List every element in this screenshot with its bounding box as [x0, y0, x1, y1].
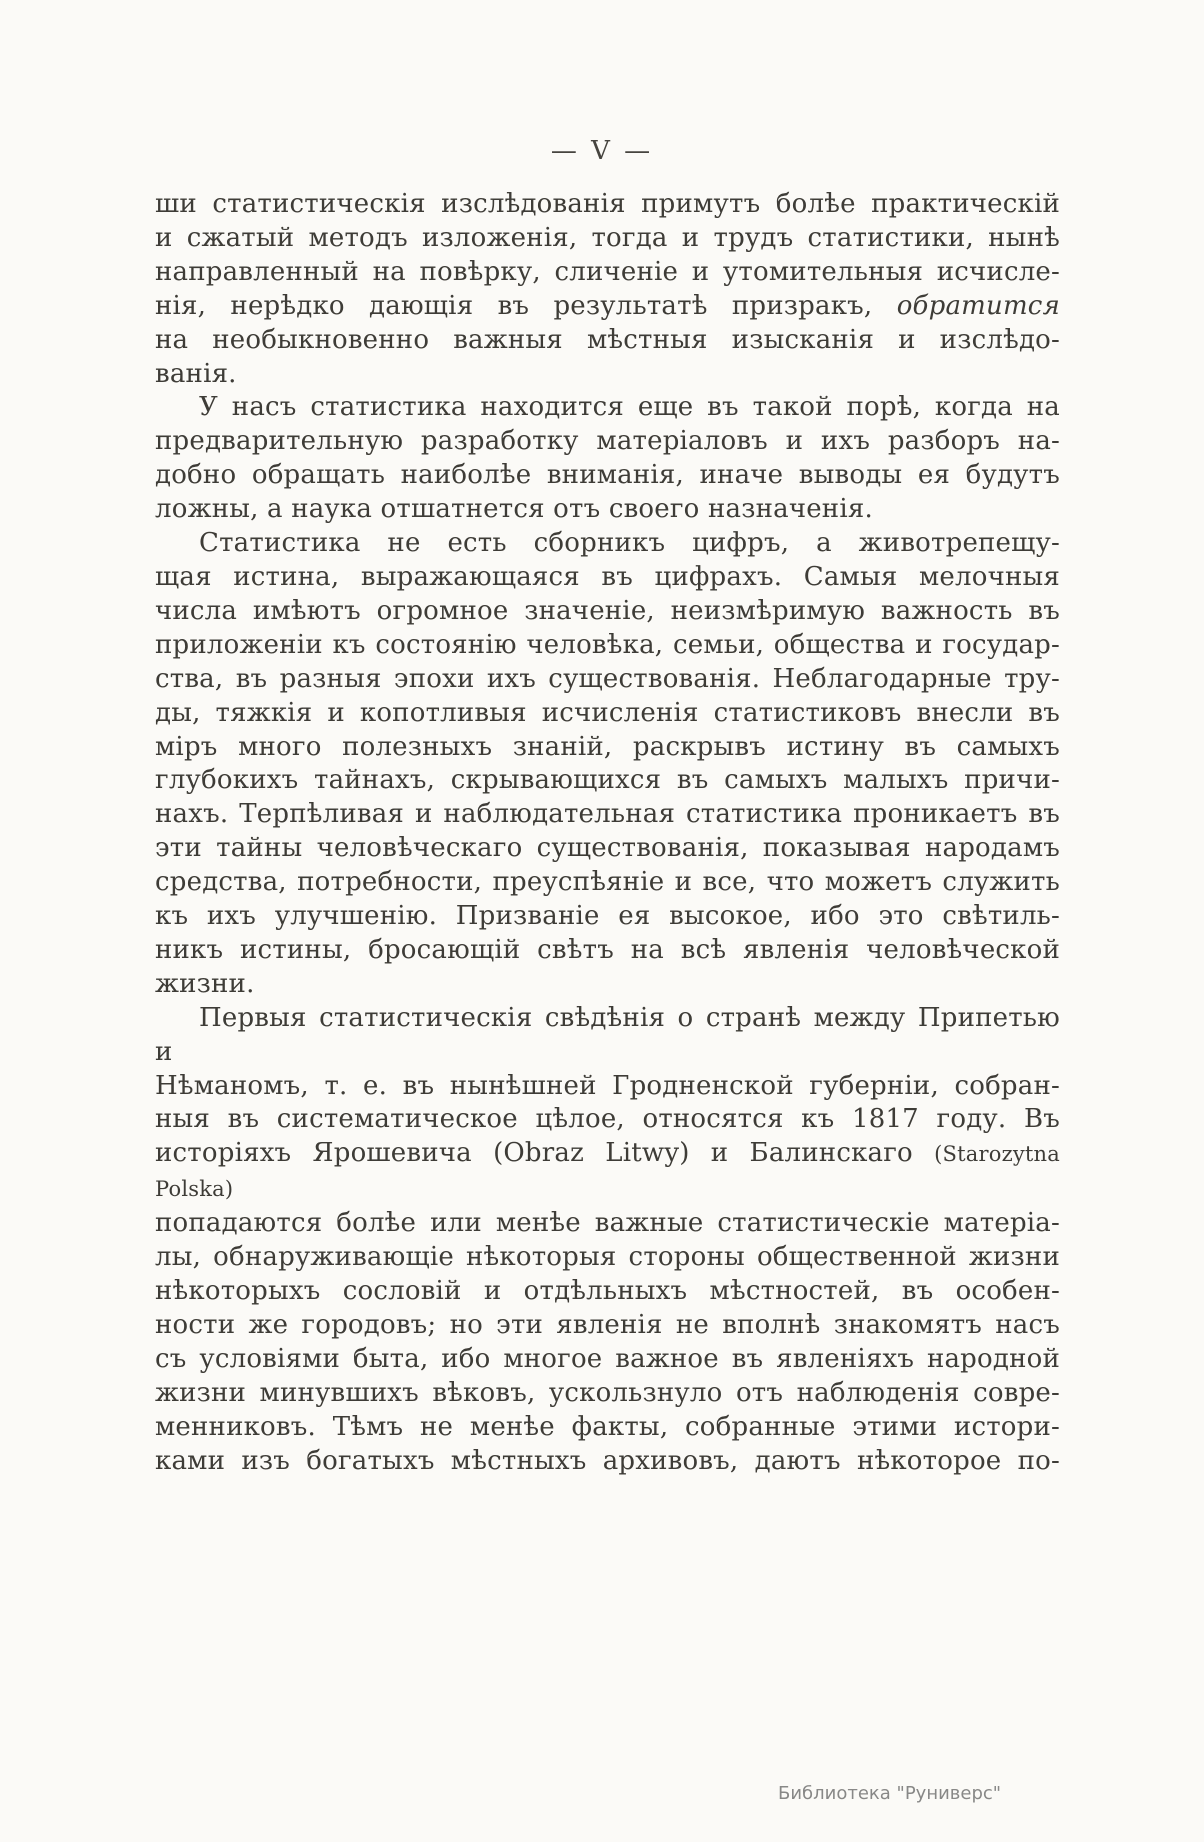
text-line [155, 1445, 1060, 1479]
text-line [155, 1411, 1060, 1445]
text-segment: ложны, а наука отшатнется отъ своего назначенія. [155, 494, 873, 525]
text-line [155, 1103, 1060, 1137]
page-number: — V — [550, 136, 654, 166]
text-segment: средства, потребности, преуспѣяніе и все, что можетъ служить [155, 867, 1060, 898]
text-block [155, 188, 1060, 1478]
text-line [155, 663, 1060, 697]
text-segment: Первыя статистическія свѣдѣнія о странѣ между Припетью и [155, 1002, 1060, 1067]
text-segment: лы, обнаруживающіе нѣкоторыя стороны общественной жизни [155, 1242, 1060, 1273]
text-segment: съ условіями быта, ибо многое важное въ явленіяхъ народной [155, 1343, 1060, 1374]
text-segment: попадаются болѣе или менѣе важные статистическіе матеріа- [155, 1208, 1060, 1239]
text-segment: нахъ. Терпѣливая и наблюдательная статистика проникаетъ въ [155, 799, 1060, 830]
text-line [155, 1275, 1060, 1309]
text-line [155, 798, 1060, 832]
italic-text-segment: обратится [896, 290, 1060, 321]
text-segment: глубокихъ тайнахъ, скрывающихся въ самыхъ малыхъ причи- [155, 765, 1060, 796]
text-segment: щая истина, выражающаяся въ цифрахъ. Самыя мелочныя [155, 561, 1060, 592]
text-line [155, 527, 1060, 561]
text-line [155, 493, 1060, 527]
text-segment: Статистика не есть сборникъ цифръ, а животрепещу- [199, 528, 1060, 559]
small-text-segment: (Starozytna Polska) [155, 1142, 1060, 1202]
text-line [155, 968, 1060, 1002]
text-line [155, 1207, 1060, 1241]
text-line [155, 934, 1060, 968]
text-segment: направленный на повѣрку, сличеніе и утомительныя исчисле- [155, 256, 1060, 287]
text-segment: менниковъ. Тѣмъ не менѣе факты, собранные этими истори- [155, 1411, 1060, 1442]
text-segment: У насъ статистика находится еще въ такой порѣ, когда на [199, 392, 1060, 423]
text-segment: ныя въ систематическое цѣлое, относятся къ 1817 году. Въ [155, 1104, 1060, 1135]
text-line [155, 1070, 1060, 1104]
text-segment: Нѣманомъ, т. е. въ нынѣшней Гродненской губерніи, собран- [155, 1070, 1060, 1101]
text-line [155, 764, 1060, 798]
text-segment: ками изъ богатыхъ мѣстныхъ архивовъ, даютъ нѣкоторое по- [155, 1445, 1060, 1476]
text-line [155, 324, 1060, 358]
paragraph [155, 527, 1060, 1002]
text-line [155, 866, 1060, 900]
text-segment: исторіяхъ Ярошевича (Obraz Litwy) и Балинскаго [155, 1138, 935, 1169]
text-line [155, 222, 1060, 256]
text-line [155, 1377, 1060, 1411]
text-line [155, 459, 1060, 493]
text-segment: нія, нерѣдко дающія въ результатѣ призракъ, [155, 290, 897, 321]
text-line [155, 561, 1060, 595]
text-line [155, 1241, 1060, 1275]
text-line [155, 629, 1060, 663]
text-segment: ности же городовъ; но эти явленія не вполнѣ знакомятъ насъ [155, 1309, 1060, 1340]
text-segment: и сжатый методъ изложенія, тогда и трудъ статистики, нынѣ [155, 222, 1060, 253]
text-segment: жизни. [155, 968, 255, 999]
text-line [155, 1309, 1060, 1343]
text-line [155, 358, 1060, 392]
text-segment: эти тайны человѣческаго существованія, показывая народамъ [155, 833, 1060, 864]
text-segment: приложеніи къ состоянію человѣка, семьи, общества и государ- [155, 629, 1060, 660]
text-line [155, 256, 1060, 290]
paragraph [155, 1002, 1060, 1479]
text-segment: ды, тяжкія и копотливыя исчисленія статистиковъ внесли въ [155, 697, 1060, 728]
text-segment: къ ихъ улучшенію. Призваніе ея высокое, ибо это свѣтиль- [155, 901, 1060, 932]
text-line [155, 391, 1060, 425]
text-line [155, 595, 1060, 629]
text-line [155, 697, 1060, 731]
text-line [155, 1002, 1060, 1070]
text-segment: на необыкновенно важныя мѣстныя изысканія и изслѣдо- [155, 324, 1060, 355]
text-segment: міръ много полезныхъ знаній, раскрывъ истину въ самыхъ [155, 731, 1060, 762]
text-line [155, 1137, 1060, 1207]
text-segment: ванія. [155, 358, 237, 389]
text-line [155, 731, 1060, 765]
text-segment: ства, въ разныя эпохи ихъ существованія. Неблагодарные тру- [155, 663, 1060, 694]
paragraph [155, 188, 1060, 391]
text-line [155, 900, 1060, 934]
text-segment: предварительную разработку матеріаловъ и ихъ разборъ на- [155, 426, 1060, 457]
text-segment: ши статистическія изслѣдованія примутъ болѣе практическій [155, 189, 1060, 219]
text-segment: жизни минувшихъ вѣковъ, ускользнуло отъ наблюденія совре- [155, 1377, 1060, 1408]
text-line [155, 425, 1060, 459]
text-line [155, 290, 1060, 324]
text-line [155, 1343, 1060, 1377]
text-segment: числа имѣютъ огромное значеніе, неизмѣримую важность въ [155, 595, 1060, 626]
paragraph [155, 391, 1060, 527]
library-watermark: Библиотека "Руниверс" [778, 1783, 1002, 1804]
text-segment: добно обращать наиболѣе вниманія, иначе выводы ея будутъ [155, 460, 1060, 491]
text-segment: никъ истины, бросающій свѣтъ на всѣ явленія человѣческой [155, 934, 1060, 965]
text-segment: нѣкоторыхъ сословій и отдѣльныхъ мѣстностей, въ особен- [155, 1276, 1060, 1306]
text-line [155, 832, 1060, 866]
text-line [155, 188, 1060, 222]
